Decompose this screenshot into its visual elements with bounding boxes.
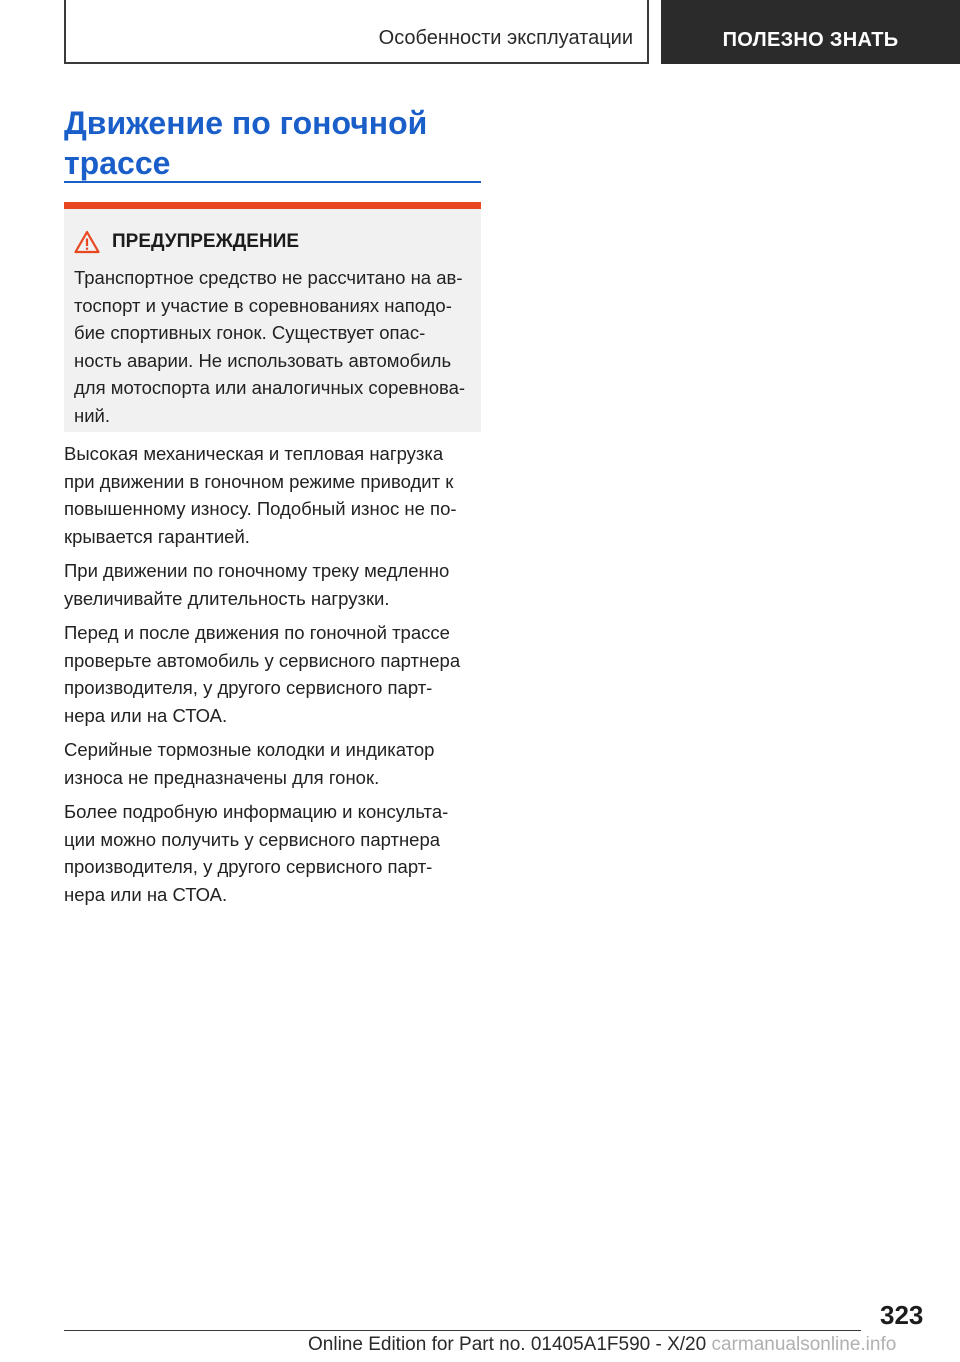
- warning-line: ний.: [74, 404, 111, 426]
- warning-text: [74, 264, 474, 429]
- warning-line: тоспорт и участие в соревнованиях наподо-: [74, 294, 452, 316]
- title-divider: [64, 181, 481, 183]
- paragraph: При движении по гоночному треку медленно увеличивайте длительность нагрузки.: [64, 560, 450, 609]
- header-chapter-label: ПОЛЕЗНО ЗНАТЬ: [722, 29, 899, 51]
- paragraph: Перед и после движения по гоночной трассе проверьте автомобиль у сервисного партнера производителя, у другого сервисного парт- нера или на СТОА.: [64, 622, 461, 726]
- header-section-label: Особенности эксплуатации: [378, 27, 633, 49]
- paragraph: Высокая механическая и тепловая нагрузка при движении в гоночном режиме приводит к повышенному износу. Подобный износ не по- крывается гарантией.: [64, 443, 457, 547]
- page-title: Движение по гоночной трассе: [64, 105, 428, 181]
- warning-line: бие спортивных гонок. Существует опас-: [74, 322, 426, 343]
- warning-box: [64, 202, 481, 432]
- warning-heading: ПРЕДУПРЕЖДЕНИЕ: [112, 231, 300, 252]
- footer-divider: [64, 1330, 861, 1331]
- warning-line: Транспортное средство не рассчитано на ав-: [74, 267, 463, 288]
- warning-triangle-icon: [74, 230, 100, 254]
- footer-watermark: carmanualsonline.info: [711, 1334, 897, 1355]
- header-chapter-tab: [661, 0, 960, 64]
- header-section-tab: [64, 0, 649, 64]
- paragraph: Серийные тормозные колодки и индикатор износа не предназначены для гонок.: [64, 739, 435, 788]
- footer-edition: [308, 1334, 896, 1356]
- warning-header: [74, 230, 299, 254]
- paragraph: Более подробную информацию и консульта- ции можно получить у сервисного партнера производителя, у другого сервисного парт- нера или на СТОА.: [64, 801, 449, 905]
- warning-line: для мотоспорта или аналогичных соревнова-: [74, 377, 466, 398]
- warning-line: ность аварии. Не использовать автомобиль: [74, 349, 452, 371]
- page-number: 323: [880, 1300, 924, 1330]
- body-text: [64, 440, 482, 915]
- footer-edition-text: Online Edition for Part no. 01405A1F590 - X/20: [308, 1334, 707, 1355]
- warning-accent-bar: [64, 202, 481, 209]
